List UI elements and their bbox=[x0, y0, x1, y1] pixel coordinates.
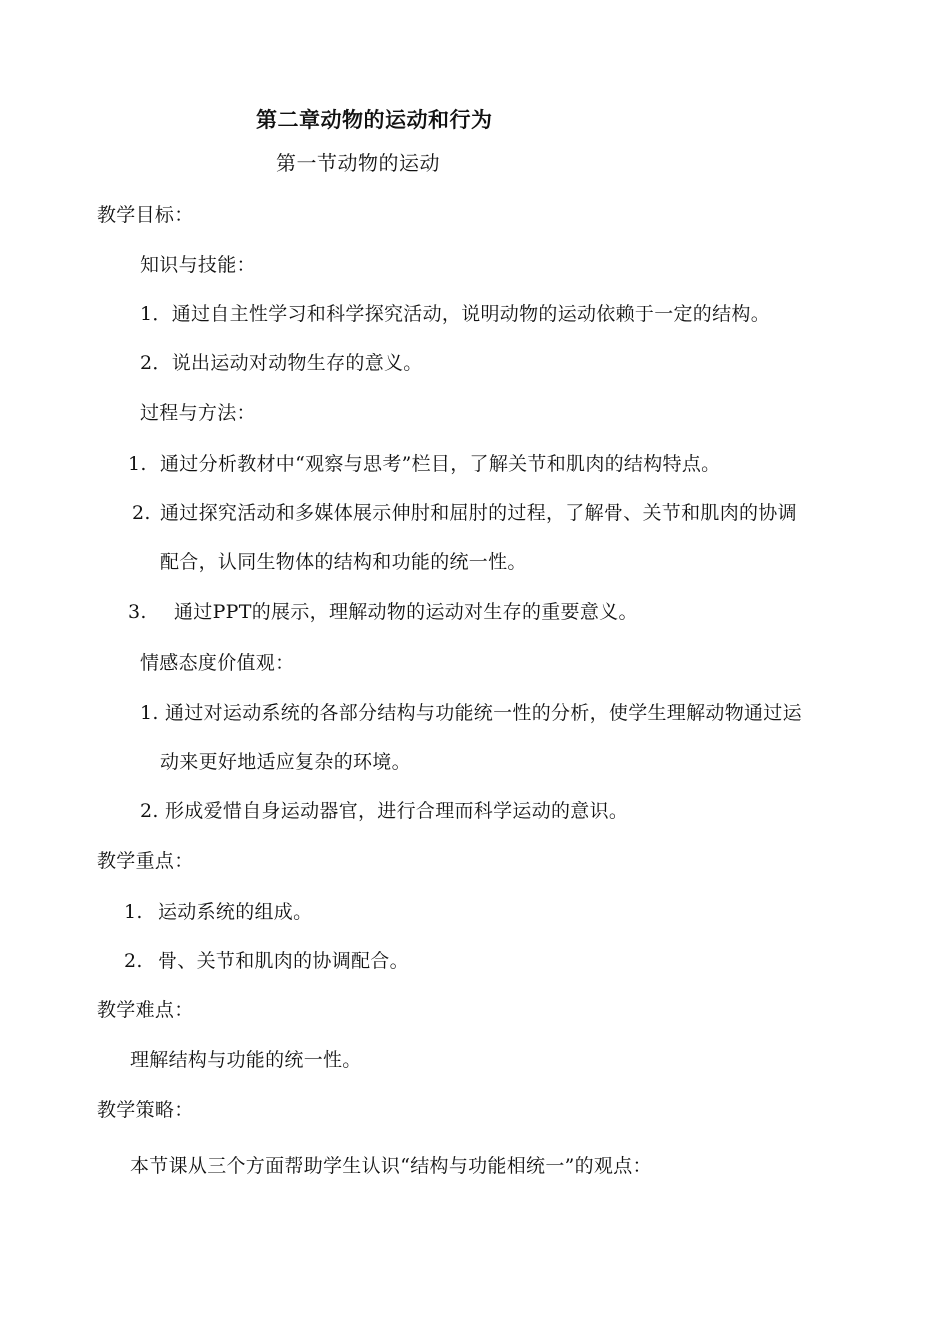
process-item-2 bbox=[132, 501, 797, 525]
process-item-3 bbox=[128, 600, 638, 624]
attitude-item-1-continuation: 动来更好地适应复杂的环境。 bbox=[160, 751, 411, 773]
process-item-1 bbox=[128, 452, 720, 476]
difficulties-text: 理解结构与功能的统一性。 bbox=[130, 1049, 362, 1071]
item-number: 2. bbox=[140, 800, 159, 822]
strategy-text: 本节课从三个方面帮助学生认识“结构与功能相统一”的观点： bbox=[130, 1155, 652, 1177]
key-point-item-2 bbox=[124, 949, 409, 973]
item-text: 通过对运动系统的各部分结构与功能统一性的分析，使学生理解动物通过运 bbox=[165, 702, 802, 724]
item-text: 运动系统的组成。 bbox=[158, 901, 313, 923]
item-text: 说出运动对动物生存的意义。 bbox=[171, 352, 423, 374]
item-number: 1. bbox=[128, 453, 147, 475]
process-item-2-continuation: 配合，认同生物体的结构和功能的统一性。 bbox=[160, 551, 527, 573]
item-text: 通过自主性学习和科学探究活动，说明动物的运动依赖于一定的结构。 bbox=[171, 303, 771, 325]
key-points-heading: 教学重点： bbox=[97, 850, 194, 872]
item-text: 骨、关节和肌肉的协调配合。 bbox=[158, 950, 409, 972]
knowledge-item-1 bbox=[140, 302, 770, 326]
section-title: 第一节动物的运动 bbox=[276, 151, 440, 175]
knowledge-heading: 知识与技能： bbox=[140, 254, 256, 276]
attitude-item-1 bbox=[140, 701, 802, 725]
difficulties-heading: 教学难点： bbox=[97, 999, 194, 1021]
item-text: 通过探究活动和多媒体展示伸肘和屈肘的过程，了解骨、关节和肌肉的协调 bbox=[160, 502, 797, 524]
item-text: 通过PPT的展示，理解动物的运动对生存的重要意义。 bbox=[174, 601, 638, 623]
process-heading: 过程与方法： bbox=[140, 402, 256, 424]
attitude-heading: 情感态度价值观： bbox=[140, 652, 295, 674]
item-number: 2． bbox=[140, 352, 172, 374]
item-number: 1． bbox=[140, 303, 172, 325]
key-point-item-1 bbox=[124, 900, 312, 924]
attitude-item-2 bbox=[140, 799, 628, 823]
item-number: 2. bbox=[124, 950, 143, 972]
item-number: 2. bbox=[132, 502, 151, 524]
item-number: 1. bbox=[124, 901, 143, 923]
item-number: 3. bbox=[128, 601, 147, 623]
item-text: 通过分析教材中“观察与思考”栏目，了解关节和肌肉的结构特点。 bbox=[160, 453, 721, 475]
chapter-title: 第二章动物的运动和行为 bbox=[256, 108, 493, 132]
strategy-heading: 教学策略： bbox=[97, 1099, 194, 1121]
item-number: 1. bbox=[140, 702, 159, 724]
objectives-heading: 教学目标： bbox=[97, 204, 194, 226]
item-text: 形成爱惜自身运动器官，进行合理而科学运动的意识。 bbox=[165, 800, 629, 822]
knowledge-item-2 bbox=[140, 351, 423, 375]
